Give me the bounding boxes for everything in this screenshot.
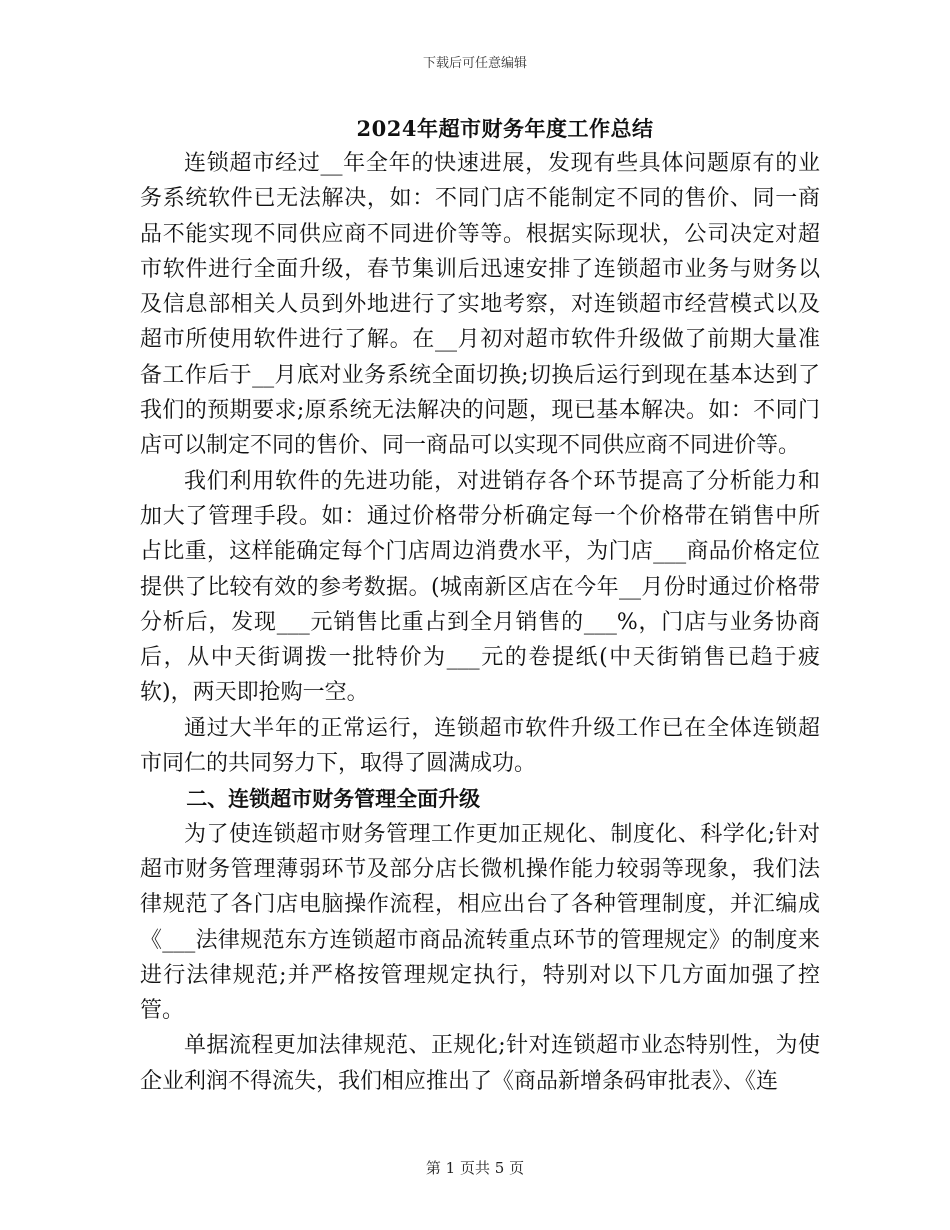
section-paragraph-1: 为了使连锁超市财务管理工作更加正规化、制度化、科学化;针对超市财务管理薄弱环节及部分店长微机操作能力较弱等现象，我们法律规范了各门店电脑操作流程，相应出台了各种管理制度，并汇编成《___法律规范东方连锁超市商品流转重点环节的管理规定》的制度来进行法律规范;并严格按管理规定执行，特别对以下几方面加强了控管。 <box>140 821 820 1024</box>
section-paragraph-2: 单据流程更加法律规范、正规化;针对连锁超市业态特别性，为使企业利润不得流失，我们相应推出了《商品新增条码审批表》、《连 <box>140 1033 820 1094</box>
paragraph-3: 通过大半年的正常运行，连锁超市软件升级工作已在全体连锁超市同仁的共同努力下，取得了圆满成功。 <box>140 715 820 777</box>
page-footer: 第 1 页共 5 页 <box>425 1159 525 1177</box>
paragraph-2: 我们利用软件的先进功能，对进销存各个环节提高了分析能力和加大了管理手段。如：通过价格带分析确定每一个价格带在销售中所占比重，这样能确定每个门店周边消费水平，为门店___商品价格定位提供了比较有效的参考数据。(城南新区店在今年__月份时通过价格带分析后，发现___元销售比重占到全月销售的___%，门店与业务协商后，从中天街调拨一批特价为___元的卷提纸(中天街销售已趋于疲软)，两天即抢购一空。 <box>140 468 820 706</box>
paragraph-1: 连锁超市经过__年全年的快速进展，发现有些具体问题原有的业务系统软件已无法解决，如：不同门店不能制定不同的售价、同一商品不能实现不同供应商不同进价等等。根据实际现状，公司决定对超市软件进行全面升级，春节集训后迅速安排了连锁超市业务与财务以及信息部相关人员到外地进行了实地考察，对连锁超市经营模式以及超市所使用软件进行了解。在__月初对超市软件升级做了前期大量准备工作后于__月底对业务系统全面切换;切换后运行到现在基本达到了我们的预期要求;原系统无法解决的问题，现已基本解决。如：不同门店可以制定不同的售价、同一商品可以实现不同供应商不同进价等。 <box>140 151 820 459</box>
section-heading: 二、连锁超市财务管理全面升级 <box>186 786 481 812</box>
header-note: 下载后可任意编辑 <box>422 56 527 71</box>
document-title: 2024年超市财务年度工作总结 <box>356 116 654 141</box>
document-body <box>140 146 820 1099</box>
